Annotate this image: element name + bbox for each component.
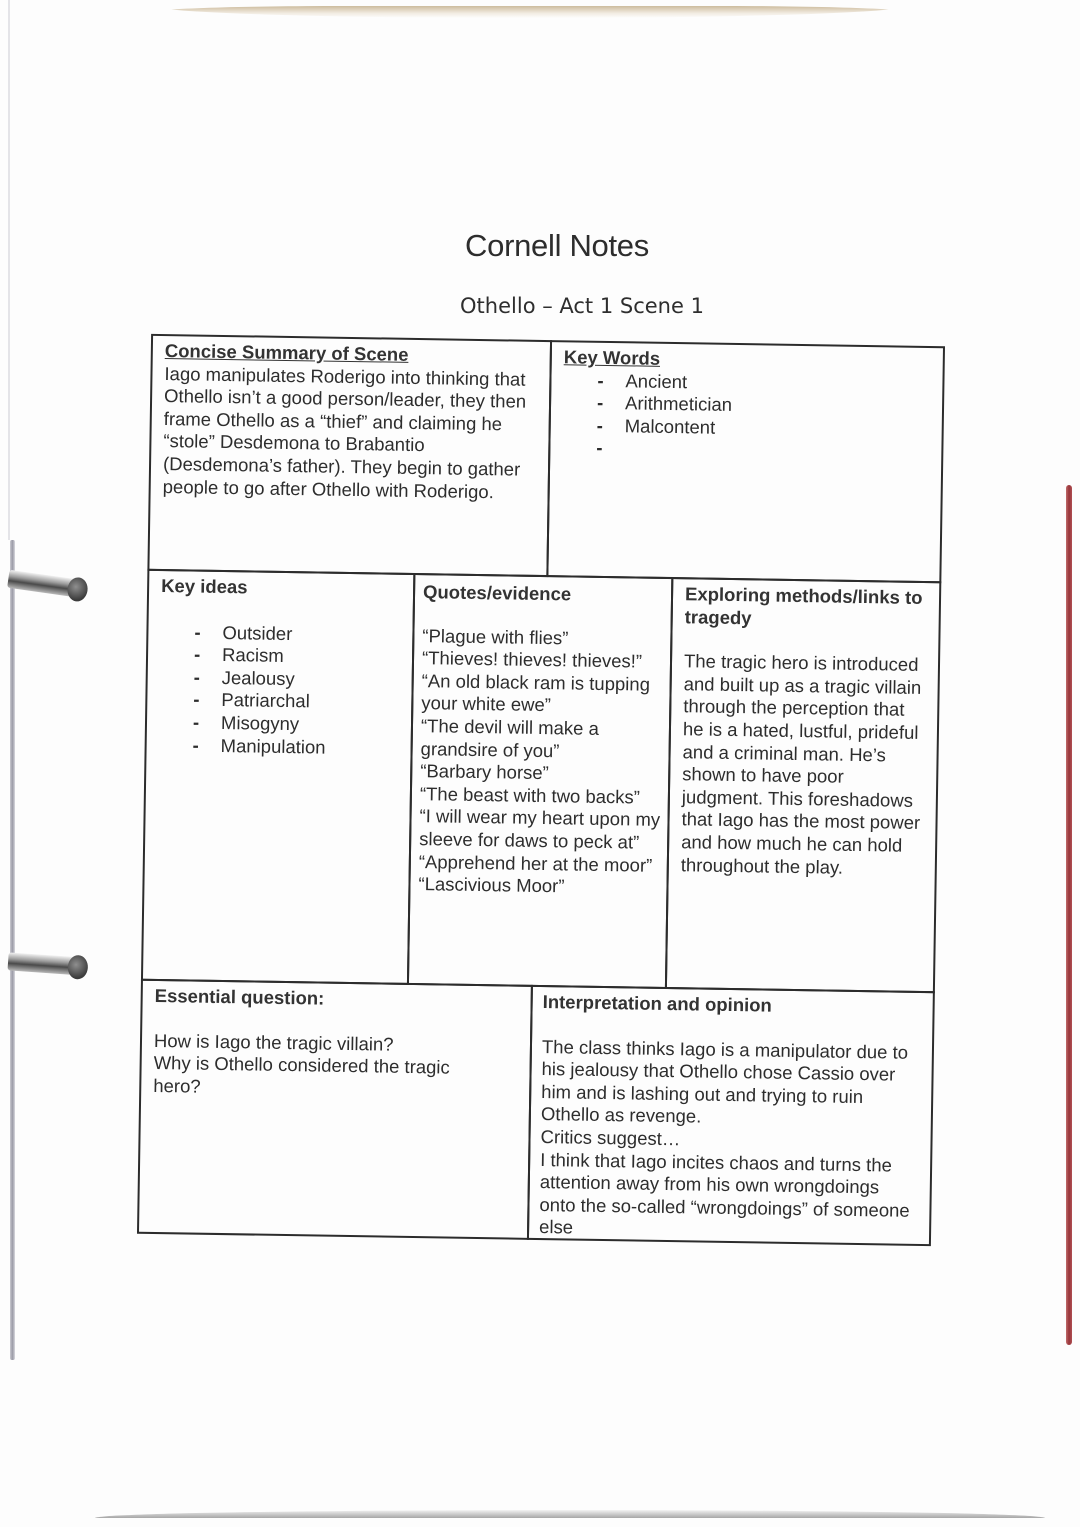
- interpretation-heading: Interpretation and opinion: [542, 991, 773, 1016]
- page-subtitle: Othello – Act 1 Scene 1: [460, 294, 704, 318]
- key-words-heading: Key Words: [563, 346, 661, 369]
- essential-question-heading: Essential question:: [154, 984, 325, 1009]
- key-words-list: [562, 369, 932, 465]
- interpretation-paragraph: The class thinks Iago is a manipulator due to his jealousy that Othello chose Cassio over him and is lashing out and trying to ruin Othello as revenge.: [540, 1035, 914, 1127]
- essential-question-line: How is Iago the tragic villain?: [153, 1029, 394, 1055]
- scan-shadow-bottom: [95, 1510, 1045, 1518]
- quote-item: “Lascivious Moor”: [418, 873, 565, 897]
- quote-item: “An old black ram is tupping your white ewe”: [421, 669, 651, 716]
- page-title: Cornell Notes: [465, 228, 649, 263]
- methods-cell: [665, 577, 941, 993]
- quote-item: “The devil will make a grandsire of you”: [420, 715, 600, 761]
- methods-heading: Exploring methods/links to tragedy: [684, 583, 923, 628]
- summary-text: Iago manipulates Roderigo into thinking that Othello isn’t a good person/leader, they then frame Othello as a “thief” and claiming he “stole” Desdemona to Brabantio (Desdemona’s father). They begin to gather people to go after Othello with Roderigo.: [162, 362, 532, 502]
- essential-question-cell: [137, 979, 533, 1240]
- key-ideas-heading: Key ideas: [161, 575, 248, 598]
- quote-item: “The beast with two backs”: [419, 782, 641, 808]
- key-idea-item: - Patriarchal: [159, 688, 403, 714]
- key-words-cell: [546, 340, 945, 583]
- quotes-cell: [407, 573, 673, 989]
- cornell-notes-table: [137, 334, 945, 1246]
- key-word-item: - Malcontent: [563, 414, 932, 442]
- key-idea-item: - Outsider: [160, 621, 404, 647]
- interpretation-paragraph: Critics suggest…: [540, 1126, 681, 1150]
- key-idea-item: - Manipulation: [158, 734, 402, 760]
- quote-item: “Thieves! thieves! thieves!”: [421, 647, 643, 672]
- interpretation-cell: [527, 985, 935, 1246]
- quote-item: “Plague with flies”: [422, 624, 569, 649]
- binder-ring-icon: [7, 570, 85, 598]
- key-idea-item: - Misogyny: [159, 711, 403, 737]
- key-idea-item: - Racism: [160, 643, 404, 669]
- key-word-item: [562, 437, 931, 465]
- page-edge: [8, 0, 10, 540]
- quote-item: “Apprehend her at the moor”: [418, 850, 653, 876]
- interpretation-paragraph: I think that Iago incites chaos and turns the attention away from his own wrongdoings onto the so-called “wrongdoings” of someone else: [538, 1148, 915, 1238]
- quotes-heading: Quotes/evidence: [422, 581, 572, 605]
- binder-spine-edge: [10, 540, 15, 1360]
- key-word-item: - Ancient: [563, 369, 932, 397]
- key-ideas-list: [158, 621, 404, 760]
- key-ideas-cell: [141, 569, 415, 985]
- key-idea-item: - Jealousy: [160, 666, 404, 692]
- quote-item: “Barbary horse”: [420, 760, 549, 784]
- methods-text: The tragic hero is introduced and built up as a tragic villain through the perception that he is a hated, lustful, prideful and a criminal man. He’s shown to have poor judgment. This foreshadows that Iago has the most power and how much he can hold throughout the play.: [680, 650, 927, 878]
- quote-item: “I will wear my heart upon my sleeve for daws to peck at”: [419, 805, 661, 853]
- binder-ring-icon: [7, 952, 84, 975]
- scan-shadow-top: [155, 6, 905, 18]
- divider-tab-edge: [1066, 485, 1072, 1345]
- summary-cell: [147, 334, 552, 577]
- key-word-item: - Arithmetician: [563, 391, 932, 419]
- essential-question-line: Why is Othello considered the tragic hero?: [153, 1052, 456, 1097]
- summary-heading: Concise Summary of Scene: [164, 340, 409, 365]
